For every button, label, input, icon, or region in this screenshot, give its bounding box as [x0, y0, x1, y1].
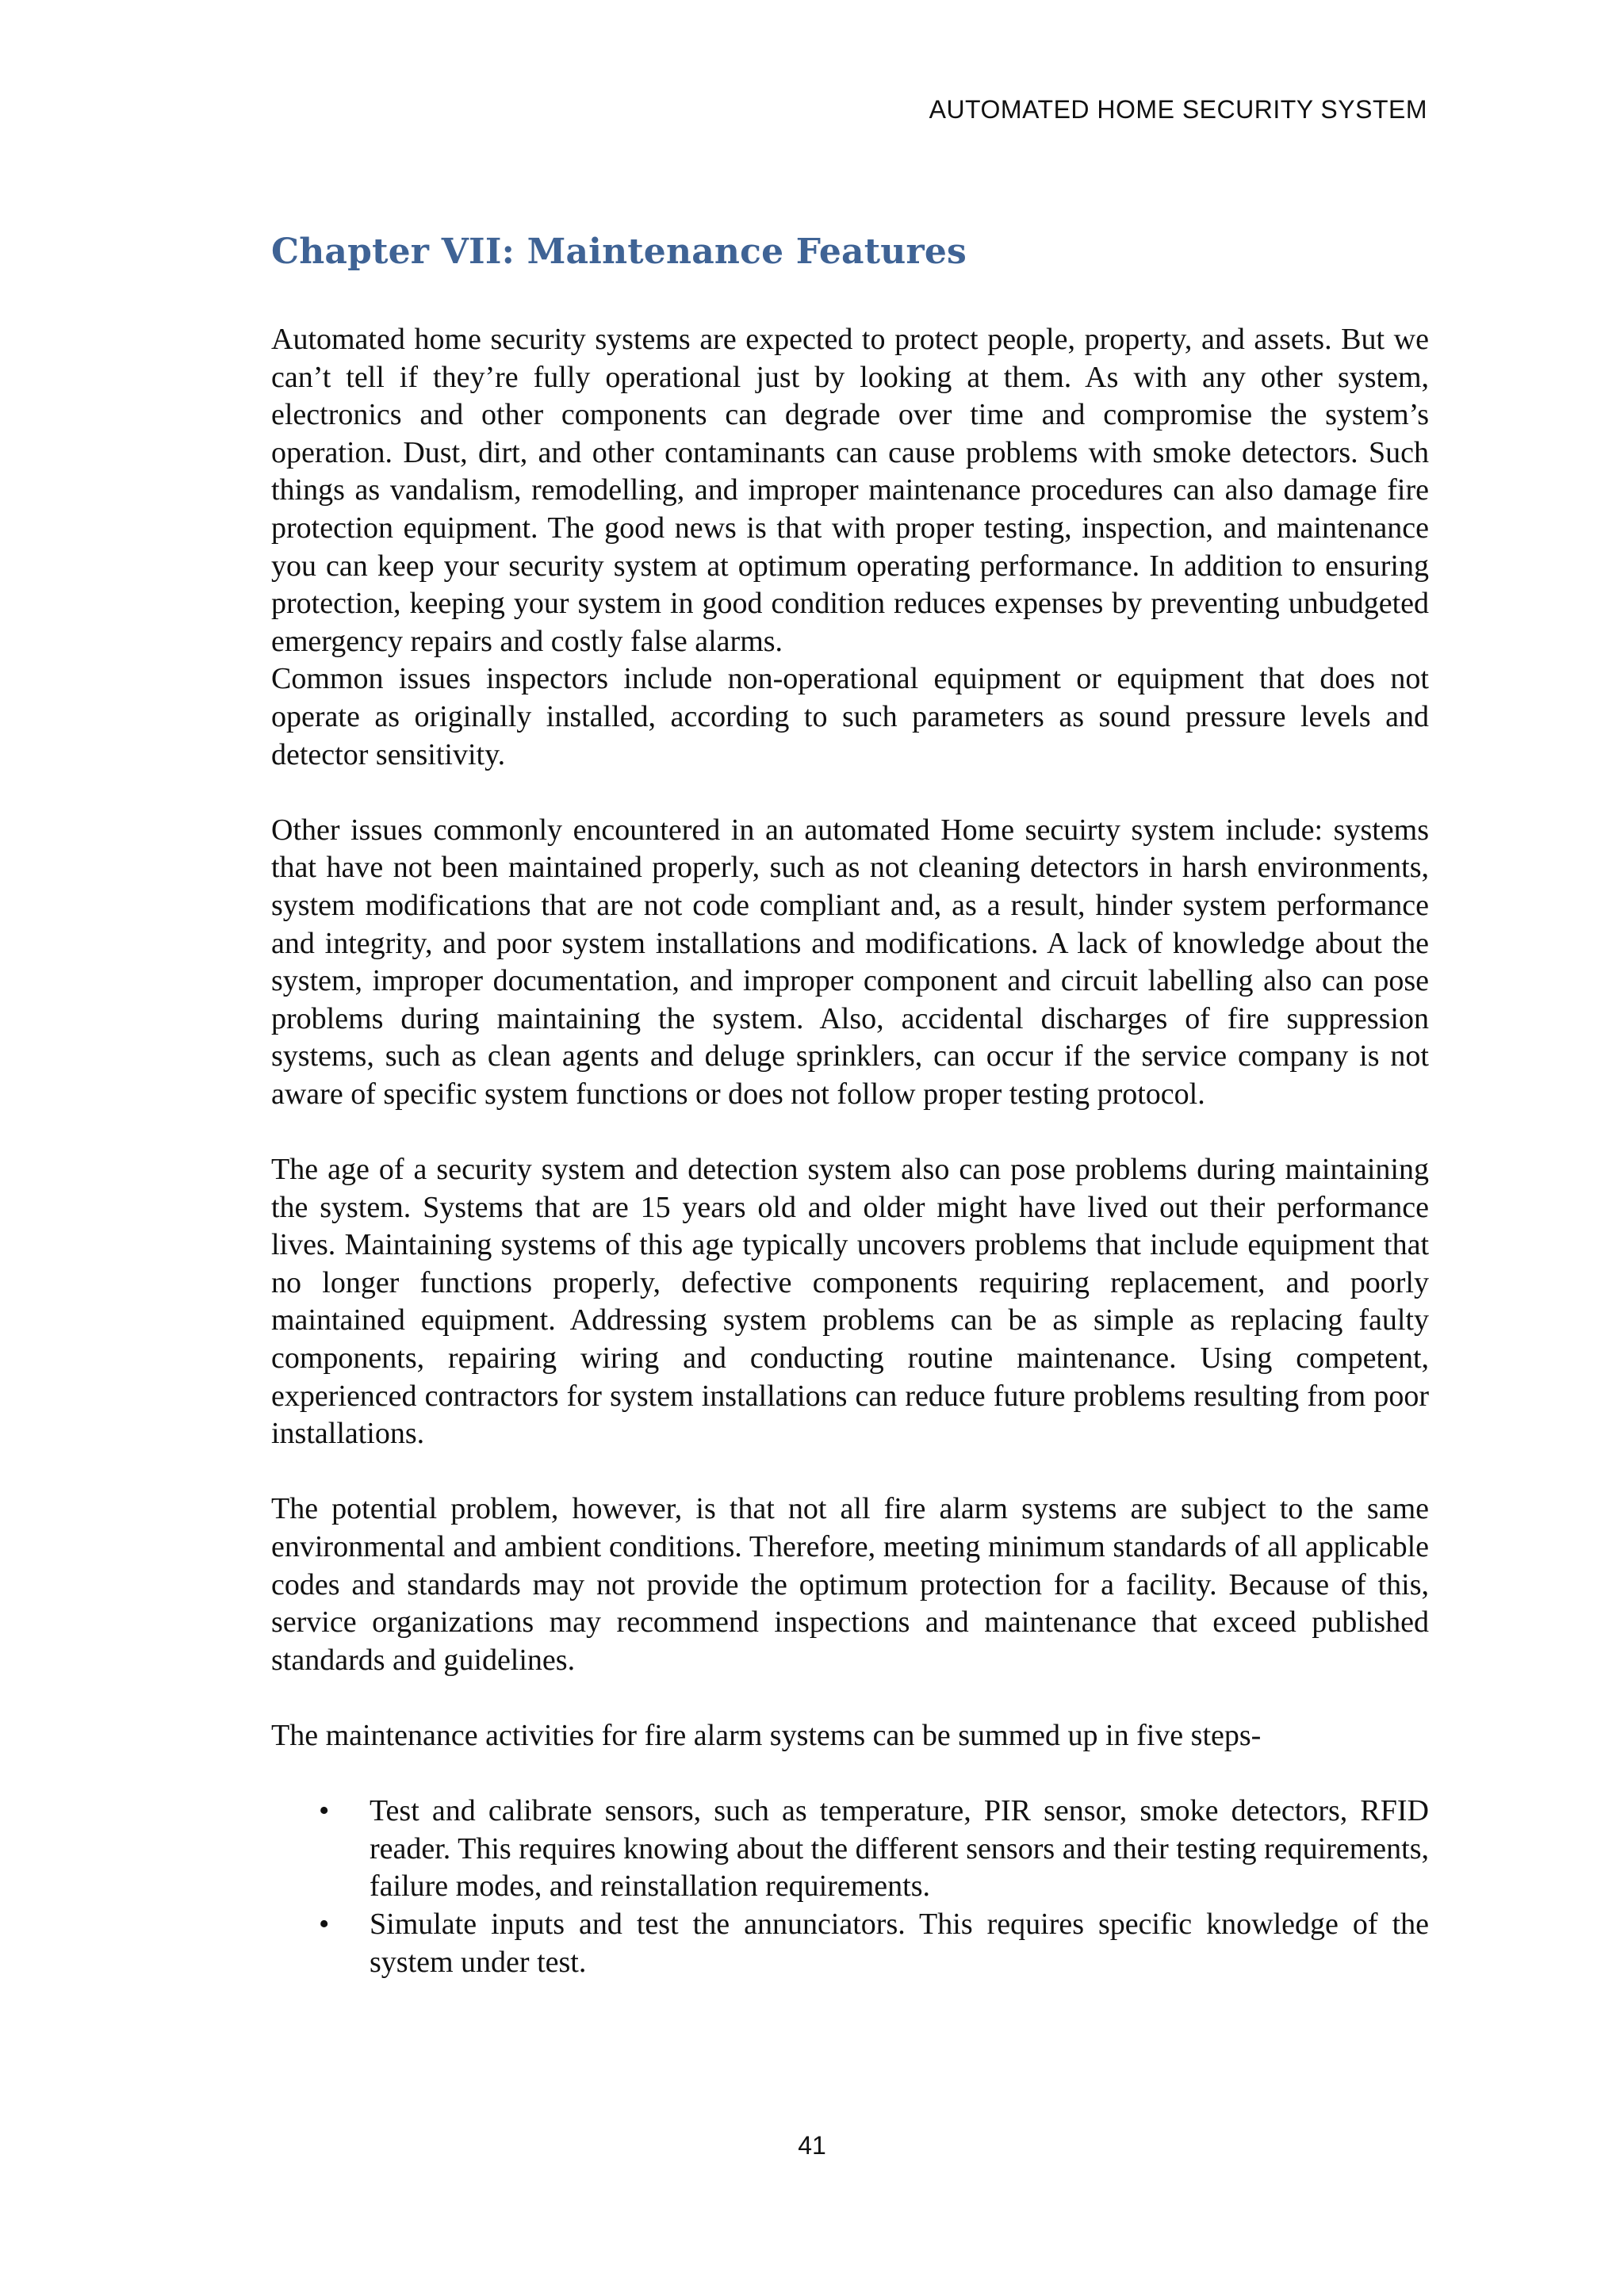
paragraph-common-issues: Common issues inspectors include non-operational equipment or equipment that does not operate as originally installed, according to such parameters as sound pressure levels and detector sensitivity.: [271, 662, 1429, 771]
paragraph-system-age: The age of a security system and detection system also can pose problems during maintaining the system. Systems that are 15 years old and older might have lived out their performance lives. Maintaining systems of this age typically uncovers problems that include equipment that no longer functions properly, defective components requiring replacement, and poorly maintained equipment. Addressing system problems can be as simple as replacing faulty components, repairing wiring and conducting routine maintenance. Using competent, experienced contractors for system installations can reduce future problems resulting from poor installations.: [271, 1153, 1429, 1451]
paragraph-other-issues: Other issues commonly encountered in an automated Home secuirty system include: systems that have not been maintained properly, such as not cleaning detectors in harsh environments, system modifications that are not code compliant and, as a result, hinder system performance and integrity, and poor system installations and modifications. A lack of knowledge about the system, improper documentation, and improper component and circuit labelling also can pose problems during maintaining the system. Also, accidental discharges of fire suppression systems, such as clean agents and deluge sprinklers, can occur if the service company is not aware of specific system functions or does not follow proper testing protocol.: [271, 813, 1429, 1111]
chapter-title: Chapter VII: Maintenance Features: [271, 232, 967, 272]
running-header: AUTOMATED HOME SECURITY SYSTEM: [929, 95, 1427, 124]
list-item-text: Simulate inputs and test the annunciators. This requires specific knowledge of the system under test.: [370, 1907, 1429, 1979]
maintenance-steps-list: [271, 1793, 1429, 1981]
page-number: 41: [798, 2131, 826, 2160]
list-item-text: Test and calibrate sensors, such as temperature, PIR sensor, smoke detectors, RFID reader. This requires knowing about the different sensors and their testing requirements, failure modes, and reinstallation requirements.: [370, 1794, 1429, 1904]
body-text: [271, 321, 1429, 1981]
list-item: [271, 1906, 1429, 1981]
list-item: [271, 1793, 1429, 1906]
paragraph-potential-problem: The potential problem, however, is that not all fire alarm systems are subject to the same environmental and ambient conditions. Therefore, meeting minimum standards of all applicable codes and standards may not provide the optimum protection for a facility. Because of this, service organizations may recommend inspections and maintenance that exceed published standards and guidelines.: [271, 1492, 1429, 1677]
bullet-icon: •: [319, 1907, 330, 1941]
paragraph-five-steps: The maintenance activities for fire alarm systems can be summed up in five steps-: [271, 1718, 1262, 1752]
paragraph-intro: Automated home security systems are expected to protect people, property, and assets. But we can’t tell if they’re fully operational just by looking at them. As with any other system, electronics and other components can degrade over time and compromise the system’s operation. Dust, dirt, and other contaminants can cause problems with smoke detectors. Such things as vandalism, remodelling, and improper maintenance procedures can also damage fire protection equipment. The good news is that with proper testing, inspection, and maintenance you can keep your security system at optimum operating performance. In addition to ensuring protection, keeping your system in good condition reduces expenses by preventing unbudgeted emergency repairs and costly false alarms.: [271, 323, 1429, 658]
bullet-icon: •: [319, 1794, 330, 1828]
